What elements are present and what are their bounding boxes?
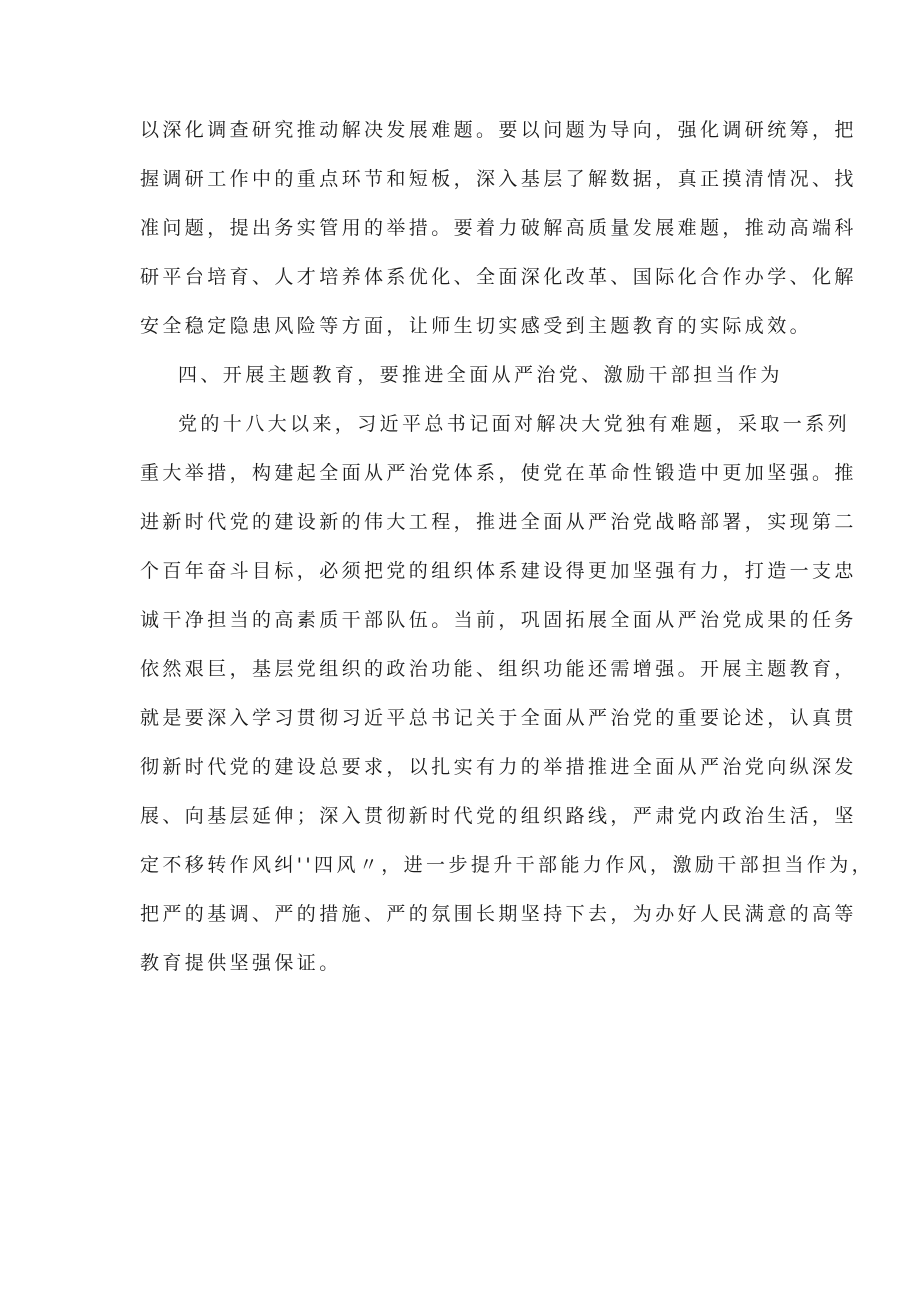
section-heading: 四、开展主题教育，要推进全面从严治党、激励干部担当作为 <box>178 364 783 386</box>
paragraph-line: 以深化调查研究推动解决发展难题。要以问题为导向，强化调研统筹，把 <box>140 119 857 141</box>
paragraph-line: 研平台培育、人才培养体系优化、全面深化改革、国际化合作办学、化解 <box>140 266 857 288</box>
paragraph-line: 进新时代党的建设新的伟大工程，推进全面从严治党战略部署，实现第二 <box>140 511 857 533</box>
paragraph-line: 依然艰巨，基层党组织的政治功能、组织功能还需增强。开展主题教育， <box>140 658 857 680</box>
paragraph-line: 准问题，提出务实管用的举措。要着力破解高质量发展难题，推动高端科 <box>140 217 857 239</box>
paragraph-line: 把严的基调、严的措施、严的氛围长期坚持下去，为办好人民满意的高等 <box>140 903 857 925</box>
paragraph-line: 教育提供坚强保证。 <box>140 952 342 974</box>
paragraph-line: 安全稳定隐患风险等方面，让师生切实感受到主题教育的实际成效。 <box>140 315 813 337</box>
paragraph-line: 彻新时代党的建设总要求，以扎实有力的举措推进全面从严治党向纵深发 <box>140 756 857 778</box>
paragraph-line: 展、向基层延伸；深入贯彻新时代党的组织路线，严肃党内政治生活，坚 <box>140 805 857 827</box>
paragraph-line: 个百年奋斗目标，必须把党的组织体系建设得更加坚强有力，打造一支忠 <box>140 560 857 582</box>
paragraph-line: 党的十八大以来，习近平总书记面对解决大党独有难题，采取一系列 <box>178 413 851 435</box>
paragraph-line: 诚干净担当的高素质干部队伍。当前，巩固拓展全面从严治党成果的任务 <box>140 609 857 631</box>
paragraph-line: 就是要深入学习贯彻习近平总书记关于全面从严治党的重要论述，认真贯 <box>140 707 857 729</box>
paragraph-line: 重大举措，构建起全面从严治党体系，使党在革命性锻造中更加坚强。推 <box>140 462 857 484</box>
paragraph-line: 定不移转作风纠''四风〃，进一步提升干部能力作风，激励干部担当作为， <box>140 854 875 876</box>
paragraph-line: 握调研工作中的重点环节和短板，深入基层了解数据，真正摸清情况、找 <box>140 168 857 190</box>
